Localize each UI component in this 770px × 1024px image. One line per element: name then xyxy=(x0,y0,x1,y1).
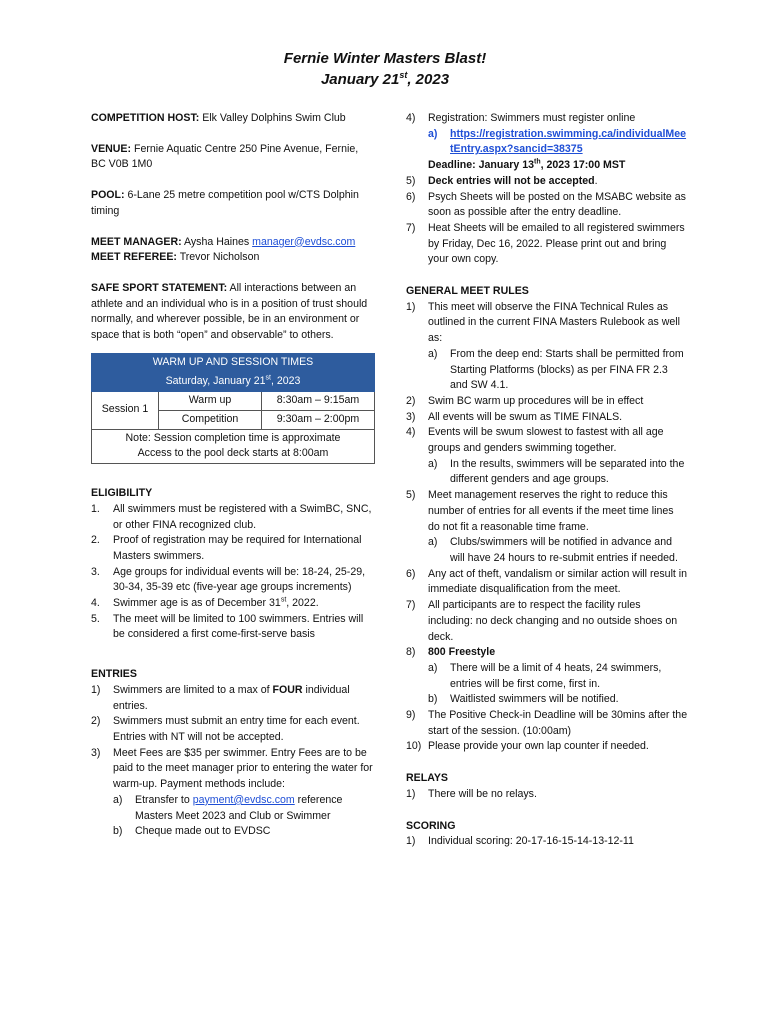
pool-value: 6-Lane 25 metre competition pool w/CTS Dolphin timing xyxy=(91,189,359,217)
eligibility-heading: ELIGIBILITY xyxy=(91,487,153,500)
item-number: 4. xyxy=(91,597,100,610)
item-text: All events will be swum as TIME FINALS. xyxy=(428,410,623,423)
item-number: 1) xyxy=(406,787,416,800)
warmup-time: 8:30am – 9:15am xyxy=(262,391,375,410)
list-item xyxy=(406,111,688,127)
item-text: There will be no relays. xyxy=(428,787,537,800)
item-number: 4) xyxy=(406,112,416,124)
warmup-label: Warm up xyxy=(159,391,262,410)
host-value: Elk Valley Dolphins Swim Club xyxy=(199,112,346,124)
list-item xyxy=(406,174,688,190)
item-text-part: Etransfer to xyxy=(135,793,193,806)
sub-item-text xyxy=(135,793,373,824)
item-number: 4) xyxy=(406,426,416,439)
title-date-suffix: st xyxy=(399,70,408,80)
item-number: 5) xyxy=(406,489,416,502)
sub-item-text: Clubs/swimmers will be notified in advance and will have 24 hours to re-submit entries if needed. xyxy=(450,536,678,564)
registration-deadline xyxy=(406,158,688,174)
item-text xyxy=(113,683,373,714)
list-item xyxy=(406,708,688,739)
item-text: This meet will observe the FINA Technical Rules as outlined in the current FINA Masters Rulebook as well as: xyxy=(428,300,681,345)
table-header-date xyxy=(92,372,375,391)
safe-sport-text: All interactions between an athlete and an individual who is in a position of trust should normally, and wherever possible, be in an environment or space that is both “open” and observable” to others. xyxy=(91,281,368,342)
meet-manager xyxy=(91,235,373,251)
list-item xyxy=(406,834,688,850)
sub-item-letter: a) xyxy=(428,661,438,674)
item-number: 6) xyxy=(406,190,416,203)
safe-sport-statement xyxy=(91,281,373,344)
item-number: 2) xyxy=(406,394,416,407)
sub-item xyxy=(406,535,688,566)
sub-item xyxy=(406,347,688,394)
list-item xyxy=(91,714,373,745)
table-year: , 2023 xyxy=(270,374,301,387)
item-text: Individual scoring: 20-17-16-15-14-13-12-11 xyxy=(428,835,634,848)
item-text-part: individual entries. xyxy=(113,683,350,712)
list-item xyxy=(91,565,373,596)
general-rules-heading: GENERAL MEET RULES xyxy=(406,285,529,298)
relays-heading: RELAYS xyxy=(406,772,448,785)
item-text: All participants are to respect the facility rules including: no deck changing and no outside shoes on deck. xyxy=(428,599,678,643)
meet-referee xyxy=(91,250,373,266)
item-text: The Positive Check-in Deadline will be 30mins after the start of the session. (10:00am) xyxy=(428,709,688,737)
list-item xyxy=(406,394,688,410)
competition-host xyxy=(91,111,373,127)
left-column xyxy=(91,111,373,840)
pool-label: POOL: xyxy=(91,189,125,202)
manager-email-link[interactable]: manager@evdsc.com xyxy=(252,235,356,248)
item-text-suffix: st xyxy=(280,596,287,604)
sub-item xyxy=(406,692,688,708)
venue xyxy=(91,142,373,173)
item-text-part: . xyxy=(594,174,598,187)
item-number: 1) xyxy=(406,300,416,313)
item-text: 800 Freestyle xyxy=(428,646,496,659)
item-number: 3) xyxy=(406,410,416,423)
item-text: Any act of theft, vandalism or similar action will result in immediate disqualification from the meet. xyxy=(428,567,688,596)
referee-value: Trevor Nicholson xyxy=(176,251,260,264)
table-header-title: WARM UP AND SESSION TIMES xyxy=(92,353,375,372)
item-text: Psych Sheets will be posted on the MSABC website as soon as possible after the entry deadline. xyxy=(428,190,686,219)
venue-label: VENUE: xyxy=(91,142,132,155)
sub-item xyxy=(406,457,688,488)
item-number: 5. xyxy=(91,612,100,625)
manager-value: Aysha Haines xyxy=(181,235,253,248)
list-item xyxy=(406,488,688,535)
item-text: Heat Sheets will be emailed to all registered swimmers by Friday, Dec 16, 2022. Please print out and bring your own copy. xyxy=(428,221,685,266)
item-text-bold: FOUR xyxy=(272,683,303,696)
sub-item xyxy=(406,127,688,158)
item-text-part: , 2022. xyxy=(286,597,319,610)
sub-item-letter: a) xyxy=(428,536,438,549)
deadline-text: Deadline: January 13 xyxy=(428,159,534,172)
pool xyxy=(91,188,373,219)
item-text-part: Swimmer age is as of December 31 xyxy=(113,597,281,610)
session-label: Session 1 xyxy=(92,391,159,429)
item-text: Meet Fees are $35 per swimmer. Entry Fees are to be paid to the meet manager prior to entering the water for warm-up. Payment methods include: xyxy=(113,746,373,791)
item-number: 5) xyxy=(406,174,416,187)
sub-item-text: Cheque made out to EVDSC xyxy=(135,825,271,838)
item-text: Registration: Swimmers must register online xyxy=(428,112,636,124)
item-number: 9) xyxy=(406,709,416,722)
item-text: All swimmers must be registered with a SwimBC, SNC, or other FINA recognized club. xyxy=(113,502,372,531)
note-line-1: Note: Session completion time is approximate xyxy=(125,431,341,444)
host-label: COMPETITION HOST: xyxy=(91,112,200,124)
sub-item-text: Waitlisted swimmers will be notified. xyxy=(450,693,619,706)
item-text-part: Swimmers are limited to a max of xyxy=(113,683,273,696)
item-text: Please provide your own lap counter if needed. xyxy=(428,740,649,753)
deadline-text: , 2023 17:00 MST xyxy=(540,159,626,172)
sub-item-letter: b) xyxy=(428,693,438,706)
item-text: Proof of registration may be required for International Masters swimmers. xyxy=(113,534,362,562)
item-number: 3. xyxy=(91,565,100,578)
list-item xyxy=(406,598,688,645)
item-text: Meet management reserves the right to reduce this number of entries for all events if the meet time lines do not fit a reasonable time frame. xyxy=(428,489,674,533)
table-date-suffix: st xyxy=(265,374,271,382)
sub-item xyxy=(406,661,688,692)
entries-heading: ENTRIES xyxy=(91,668,137,681)
sub-item-letter: a) xyxy=(428,457,438,470)
payment-email-link[interactable]: payment@evdsc.com xyxy=(192,793,295,806)
item-text: The meet will be limited to 100 swimmers. Entries will be considered a first come-first-serve basis xyxy=(113,612,364,641)
sub-item-text: From the deep end: Starts shall be permitted from Starting Platforms (blocks) as per FINA FR 2.3 and SW 4.1. xyxy=(450,347,684,392)
list-item xyxy=(406,190,688,221)
sub-item-letter: b) xyxy=(113,825,123,838)
list-item xyxy=(406,787,688,803)
list-item xyxy=(406,221,688,268)
item-number: 2. xyxy=(91,534,100,547)
list-item xyxy=(406,425,688,456)
sub-item-letter: a) xyxy=(428,347,438,360)
item-number: 1) xyxy=(406,835,416,848)
table-note xyxy=(92,429,375,463)
item-number: 3) xyxy=(91,746,101,759)
item-number: 8) xyxy=(406,646,416,659)
scoring-heading: SCORING xyxy=(406,819,456,832)
item-text: Age groups for individual events will be: 18-24, 25-29, 30-34, 35-39 etc (five-year age groups increments) xyxy=(113,565,366,594)
deadline-suffix: th xyxy=(533,158,541,166)
list-item xyxy=(91,683,373,714)
list-item xyxy=(406,645,688,661)
sub-item-letter: a) xyxy=(428,127,438,140)
item-text xyxy=(113,596,373,612)
sub-item-text: There will be a limit of 4 heats, 24 swimmers, entries will be first come, first in. xyxy=(450,661,662,690)
referee-label: MEET REFEREE: xyxy=(91,251,177,264)
registration-link[interactable]: https://registration.swimming.ca/individualMeetEntry.aspx?sancid=38375 xyxy=(450,127,687,156)
list-item xyxy=(406,410,688,426)
list-item xyxy=(91,502,373,533)
list-item xyxy=(406,739,688,755)
item-number: 1. xyxy=(91,502,100,515)
item-number: 7) xyxy=(406,221,416,234)
title-year: , 2023 xyxy=(407,71,450,88)
manager-label: MEET MANAGER: xyxy=(91,235,182,248)
session-times-table xyxy=(91,353,375,464)
title-date: January 21 xyxy=(320,71,400,88)
item-number: 1) xyxy=(91,683,101,696)
item-text: Events will be swum slowest to fastest with all age groups and genders swimming together. xyxy=(428,426,664,455)
right-column xyxy=(406,111,688,850)
title-line-2 xyxy=(0,69,770,90)
item-number: 7) xyxy=(406,599,416,612)
document-title xyxy=(0,48,770,90)
sub-item xyxy=(91,824,373,840)
note-line-2: Access to the pool deck starts at 8:00am xyxy=(137,447,329,460)
list-item xyxy=(91,533,373,564)
list-item xyxy=(406,567,688,598)
table-date: Saturday, January 21 xyxy=(165,374,266,387)
sub-item xyxy=(91,793,373,824)
item-text-part: reference Masters Meet 2023 and Club or Swimmer xyxy=(135,793,343,822)
sub-item-letter: a) xyxy=(113,793,123,806)
list-item xyxy=(91,746,373,793)
list-item xyxy=(91,596,373,612)
list-item xyxy=(91,612,373,643)
safe-sport-label: SAFE SPORT STATEMENT: xyxy=(91,281,228,294)
item-number: 2) xyxy=(91,715,101,728)
item-text-bold: Deck entries will not be accepted xyxy=(428,174,595,187)
item-number: 6) xyxy=(406,567,416,580)
item-text xyxy=(428,174,688,190)
venue-value: Fernie Aquatic Centre 250 Pine Avenue, Fernie, BC V0B 1M0 xyxy=(91,142,359,171)
competition-label: Competition xyxy=(159,410,262,429)
item-text: Swimmers must submit an entry time for each event. Entries with NT will not be accepted. xyxy=(113,715,360,743)
sub-item-text: In the results, swimmers will be separated into the different genders and age groups. xyxy=(450,457,685,486)
competition-time: 9:30am – 2:00pm xyxy=(262,410,375,429)
title-line-1: Fernie Winter Masters Blast! xyxy=(283,50,487,67)
item-text: Swim BC warm up procedures will be in effect xyxy=(428,394,644,407)
item-number: 10) xyxy=(406,740,422,753)
list-item xyxy=(406,300,688,347)
